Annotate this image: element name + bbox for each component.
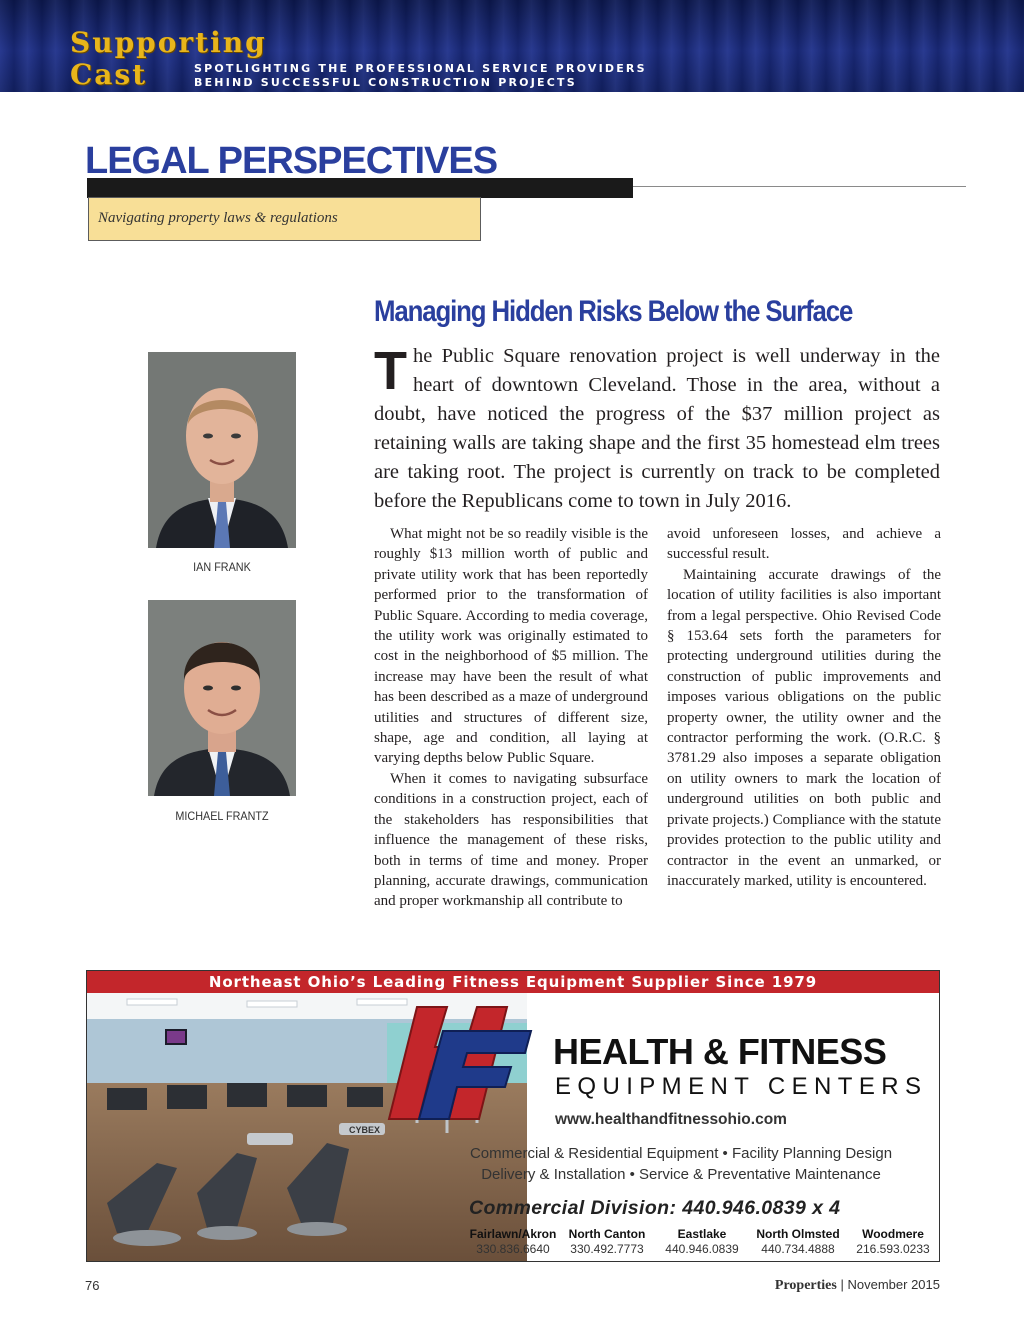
section-subtitle: Navigating property laws & regulations <box>98 210 338 226</box>
article-column-1 <box>374 524 648 912</box>
hf-logo-icon <box>383 1001 533 1125</box>
article-dropcap: T <box>374 341 407 401</box>
article-headline: Managing Hidden Risks Below the Surface <box>374 295 853 328</box>
article-lede <box>374 342 940 516</box>
article-paragraph: Maintaining accurate drawings of the location of utility facilities is also important from a legal perspective. Ohio Revised Code § 153.64 sets forth the parameters for protecting underground utilities during the construction of public improvements and imposes various obligations on the public property owner, the utility owner and the contractor performing the work. (O.R.C. § 3781.29 also imposes a separate obligation on utility owners to mark the location of underground utilities on both public and private projects.) Compliance with the statute provides protection to the public utility and contractor in the event an unmarked, or inaccurately marked, utility is encountered. <box>667 566 941 889</box>
article-column-2 <box>667 524 941 891</box>
ad-location <box>843 1227 940 1256</box>
ad-commercial-division: Commercial Division: 440.946.0839 x 4 <box>469 1197 841 1219</box>
ad-location-name: Eastlake <box>677 1227 727 1241</box>
footer-issue-date: November 2015 <box>847 1277 940 1292</box>
footer-magazine-name: Properties <box>774 1278 837 1293</box>
banner-tagline-line2: BEHIND SUCCESSFUL CONSTRUCTION PROJECTS <box>194 76 577 89</box>
banner-title-cast: Cast <box>70 58 148 91</box>
ad-services-line-2: Delivery & Installation • Service & Preventative Maintenance <box>481 1166 881 1183</box>
headshot-ian-frank <box>148 352 296 548</box>
ad-location-name: Woodmere <box>862 1227 924 1241</box>
ad-website-link[interactable]: www.healthandfitnessohio.com <box>555 1111 787 1128</box>
banner-title-supporting: Supporting <box>70 26 267 59</box>
article-paragraph: avoid unforeseen losses, and achieve a successful result. <box>667 526 941 563</box>
ad-location <box>557 1227 657 1256</box>
fitness-advertisement[interactable] <box>86 970 940 1262</box>
headshot-caption-michael-frantz: MICHAEL FRANTZ <box>175 809 269 823</box>
ad-location-phone: 440.946.0839 <box>665 1242 739 1256</box>
ad-location <box>463 1227 563 1256</box>
ad-brand-name: HEALTH & FITNESS <box>553 1031 887 1072</box>
gym-sign-text: CYBEX <box>349 1125 381 1135</box>
header-banner <box>0 0 1024 92</box>
section-divider <box>633 186 966 187</box>
footer-separator: | <box>840 1277 844 1292</box>
ad-location-phone: 216.593.0233 <box>856 1242 930 1256</box>
headshot-michael-frantz <box>148 600 296 796</box>
ad-location <box>652 1227 752 1256</box>
banner-tagline-line1: SPOTLIGHTING THE PROFESSIONAL SERVICE PROVIDERS <box>194 62 647 75</box>
footer-publication <box>775 1277 940 1294</box>
ad-top-banner-text: Northeast Ohio’s Leading Fitness Equipment Supplier Since 1979 <box>208 973 818 991</box>
article-paragraph: What might not be so readily visible is the roughly $13 million worth of public and private utility work that has been reportedly performed prior to the transformation of Public Square. According to media coverage, the utility work was originally estimated to cost in the neighborhood of $5 million. The increase may have been the result of what has been described as a maze of underground utilities and structures of different size, shape, age and condition, all laying at varying depths below Public Square. <box>374 526 648 767</box>
ad-services-line-1: Commercial & Residential Equipment • Facility Planning Design <box>469 1145 893 1162</box>
ad-location-name: North Canton <box>568 1227 646 1241</box>
ad-location-phone: 330.492.7773 <box>570 1242 644 1256</box>
ad-location-name: North Olmsted <box>756 1227 840 1241</box>
ad-location-phone: 440.734.4888 <box>761 1242 835 1256</box>
headshot-ian-frank-image <box>148 352 296 548</box>
ad-brand-subtitle: EQUIPMENT CENTERS <box>555 1073 928 1100</box>
article-paragraph: When it comes to navigating subsurface conditions in a construction project, each of the stakeholders has responsibilities that influence the management of these risks, both in terms of time and money. Proper planning, accurate drawings, communication and proper workmanship all contribute to <box>374 770 648 910</box>
headshot-michael-frantz-image <box>148 600 296 796</box>
ad-location-name: Fairlawn/Akron <box>469 1227 557 1241</box>
ad-location-phone: 330.836.6640 <box>476 1242 550 1256</box>
section-subtitle-box <box>88 197 481 241</box>
headshot-caption-ian-frank: IAN FRANK <box>193 560 251 574</box>
article-lede-text: he Public Square renovation project is well underway in the heart of downtown Cleveland. Those in the area, without a doubt, have noticed the progress of the $37 million project as retaining walls are taking shape and the first 35 homestead elm trees are taking root. The project is currently on track to be completed before the Republicans come to town in July 2016. <box>374 345 940 512</box>
page-number: 76 <box>85 1278 100 1293</box>
section-title: LEGAL PERSPECTIVES <box>85 140 498 182</box>
ad-top-banner <box>87 971 939 993</box>
ad-location <box>748 1227 848 1256</box>
